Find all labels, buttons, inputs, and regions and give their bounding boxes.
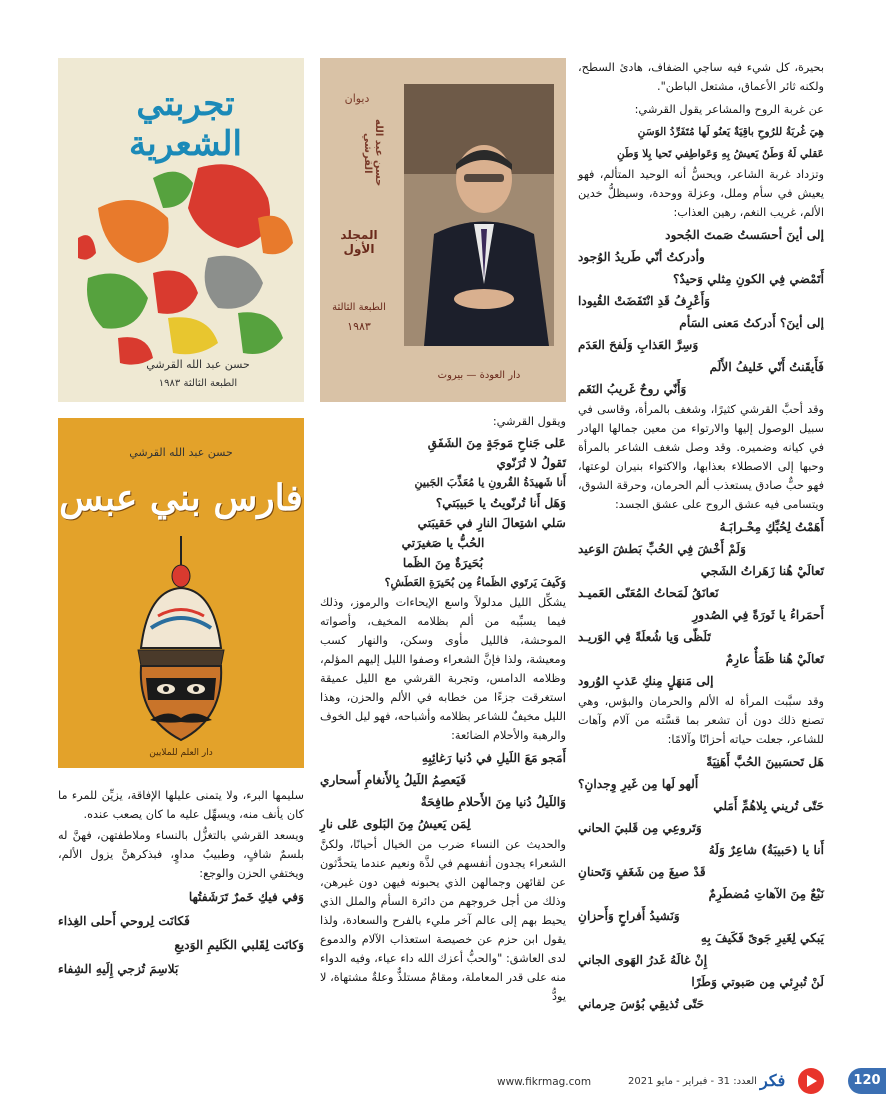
- verse-line: وَلَمْ أَخْشَ فِي الحُبِّ بَطشَ الوَعيد: [578, 542, 746, 556]
- verse-line: إِنْ غالَهُ غَدرُ الهَوى الجاني: [578, 953, 708, 967]
- verse-line: تَعالَيْ هُنا زَهَراتُ الشَجي: [700, 564, 824, 578]
- verse-line: بُحَيرَةٌ مِنَ الظَما: [402, 556, 484, 570]
- website-url[interactable]: www.fikrmag.com: [497, 1076, 592, 1088]
- verse-line: عَلى جَناحِ مَوجَةٍ مِنَ الشَفَقِ: [427, 436, 566, 450]
- cover-edition: الطبعة الثالثة ١٩٨٣: [158, 378, 238, 389]
- verse-line: عَقلي لَهُ وَطَنٌ يَعيشُ بِهِ وَعَواطِفي تَحيا بِلا وَطَنِ: [617, 148, 824, 160]
- paragraph: سليمها البرء، ولا يتمنى عليلها الإفاقة، يزيِّن للمرء ما كان يأنف منه، ويسهِّل عليه ما كان يصعب عنده.: [58, 789, 304, 821]
- verse-line: فَكانَت لِروحي أَحلى الغِذاء: [58, 914, 190, 928]
- left-column: [58, 786, 304, 981]
- paragraph: وتزداد غربة الشاعر، ويحسُّ أنه الوحيد المتألم، فهو يعيش في سأم وملل، وعزلة ووحدة، وسيظلُّ خدين الألم، غريب النغم، رهين العذاب:: [578, 168, 824, 219]
- verse-line: أَنا شَهيدَةُ القُرونِ يا مُعَذِّبَ الجَبينِ: [414, 476, 566, 489]
- cover-year: ١٩٨٣: [347, 320, 371, 333]
- portrait-illustration: [404, 84, 554, 346]
- paragraph: والحديث عن النساء ضرب من الخيال أحيانًا، ولكنَّ الشعراء يجدون أنفسهم في لذَّة ونعيم عندما يتحدَّثون عن لقائهن وجمالهن الذي يحبونه فيهن دون غيرهن، وذلك من أجل خروجهم من دائرة السأم والملل الذي يحيط بهم إلى عالم آخر مليء بالفرح والسعادة، ولذا يقول ابن حزم عن خصيصة استعذاب الآلام والدموع لدى العاشق: "والحبُّ أعزك الله داء عياء، وفيه الدواء منه على قدر المعاملة، ومقامٌ مستلذٌّ وعلةٌ مشتهاة، لا يودُّ: [320, 838, 566, 1003]
- cover-author: حسن عبد الله القرشي: [146, 358, 250, 371]
- issue-info: العدد: 31 - فبراير - مايو 2021: [628, 1076, 757, 1087]
- verse-line: وَكَيفَ يَرتَوي الظَماءُ مِن بُحَيرَةِ العَطَشِ؟: [384, 576, 566, 589]
- verse-line: أَمَجو مَعَ اللَيلِ في دُنيا رَغائِبِهِ: [421, 751, 566, 765]
- paragraph: ويسعد القرشي بالتغزُّل بالنساء وملاطفتهن، فهنَّ له بلسمٌ شافٍ، وطبيبٌ مداوٍ، فبذكرهنَّ يزول الألم، ويختفي الحزن والوجع:: [58, 829, 304, 880]
- cover-title: تجربتي الشعرية: [129, 84, 242, 164]
- author-portrait: [404, 84, 554, 346]
- verse-line: وأدركتُ أنّي طَريدُ الوُجود: [578, 250, 705, 264]
- verse-line: هِيَ غُربَةُ للرُوحِ باقِيَةٌ يَعنُو لَها مُتَفَرِّدُ الوَسَنِ: [637, 126, 824, 138]
- verse-line: أَحمَراءُ يا ثَورَةً فِي الصُدورِ: [692, 608, 824, 622]
- magazine-logo-text: فكر: [760, 1071, 786, 1090]
- verse-line: حَتّى تُريني بِلاهُمِّ أَمَلي: [713, 799, 824, 813]
- book-cover-faris: [58, 418, 304, 768]
- verse-line: هَل تَحسَبينَ الحُبَّ أَهَنِيَةً: [706, 755, 824, 769]
- verse-line: نَبْعٌ مِنَ الآهاتِ مُضطَرِمٌ: [708, 887, 824, 901]
- verse-line: وَهَل أَنا تُرنّويتُ يا حَبيبَتي؟: [435, 496, 566, 510]
- paragraph: يشكِّل الليل مدلولاً واسع الإيحاءات والرموز، وذلك فيما يسبِّبه من ألم بظلامه المخيف، وأصواته الموحشة، فالليل مأوى وسكن، والنهار كسب ومعيشة، ولذا فإنَّ الشعراء وصفوا الليل إليهم المؤلم، وظلامه الدامس، وتجربة القرشي مع الليل عميقة استغرقت جزءًا من خطابه في الألم والحزن، وهذا الليل مخيفٌ للشاعر بظلامه وأشباحه، فهو ليل الخوف والرهبة والأحلام الضائعة:: [320, 596, 566, 742]
- verse-line: تَعالَيْ هُنا ظَمَأٌ عارِمٌ: [725, 652, 824, 666]
- paragraph: وقد سبَّبت المرأة له الألم والحرمان والبؤس، وهي تصنع ذلك دون أن تشعر بما قسَّته من آلام وآهات للشاعر، جعلت حياته أحزانًا وآلامًا:: [578, 695, 824, 746]
- page-footer: [0, 1068, 886, 1098]
- verse-line: وَفي فيكِ خَمرٌ تَرَشَفتُها: [188, 890, 304, 904]
- cover-volume: المجلد الأول: [340, 228, 378, 256]
- paragraph: بحيرة، كل شيء فيه ساجي الضفاف، هادئ السطح، ولكنه ثائر الأعماق، مشتعل الباطن".: [578, 61, 824, 93]
- cover-edition: الطبعة الثالثة: [332, 302, 386, 313]
- verse-line: قَدْ صيغَ مِن شَغَفٍ وَتَحنانِ: [578, 865, 706, 879]
- verse-line: نَعانَقُ لَمَحاتُ المُعَنّى العَميـد: [578, 586, 719, 600]
- verse-line: وَتَروعِي مِن قَلبيَ الحاني: [578, 821, 702, 835]
- verse-line: فَيَعصِمُ اللَيلُ بِالأَنغامِ أَسحاري: [320, 773, 467, 787]
- verse-line: وَنَشيدُ أَفراحٍ وَأَحزانِ: [578, 909, 680, 923]
- verse-line: سَلي اشتِعالَ النارِ في حَقيبَتي: [417, 516, 566, 530]
- verse-line: تَلَظّى وَيا شُعلَةً فِي الوَريـد: [578, 630, 711, 644]
- cover-label-top: ديوان: [344, 92, 370, 105]
- verse-line: بَلاسِمَ تُزجي إِلَيهِ الشِفاء: [58, 962, 179, 976]
- verse-line: تَقولُ لا تُرَنّوي: [496, 456, 566, 470]
- right-column: [578, 58, 824, 1015]
- verse-line: أَنا يا (حَبيبَةُ) شاعِرٌ وَلَهُ: [708, 843, 824, 857]
- verse-line: وَأَعْرِفُ قَدِ انْتَفَضَتْ القُيودا: [578, 294, 711, 308]
- verse-line: وَسِرَّ العَذابِ وَلَفحَ العَدَم: [578, 338, 699, 352]
- book-cover-diwan: [320, 58, 566, 402]
- verse-line: وَكانَت لِقَلبي الكَليمِ الوَديعِ: [174, 938, 304, 952]
- verse-line: أَلهو لَها مِن غَيرِ وِجدانِ؟: [578, 777, 699, 791]
- book-cover-tajrubati: [58, 58, 304, 402]
- cover-publisher: دار العلم للملايين: [149, 748, 213, 758]
- verse-line: يَبكي لِغَيرِ جَوىً فَكَيفَ بِهِ: [700, 931, 824, 945]
- verse-line: وَاللَيلُ دُنيا مِنَ الأَحلامِ طافِحَةٌ: [420, 795, 566, 809]
- verse-line: حَتّى تُذيقِي بُؤسَ حِرماني: [578, 997, 705, 1011]
- play-logo-icon: [798, 1068, 824, 1094]
- verse-line: أَهَمْتُ لِحُبِّكِ مِحْـرابَـهُ: [719, 520, 824, 534]
- verse-line: لَنْ تُبرِئي مِن صَبوتي وَطَرًا: [691, 975, 824, 989]
- middle-column: [320, 412, 566, 1008]
- verse-line: لِمَن يَعيشُ مِنَ البَلوى عَلى نارِ: [320, 817, 471, 831]
- verse-line: إلى مَنهَلٍ مِنكِ عَذبِ الوُرود: [578, 674, 714, 688]
- verse-line: وَأَنّي روحٌ غَريبُ النَغَم: [578, 382, 687, 396]
- verse-line: أَتَمْضي فِي الكونِ مِثلي وَحيدٌ؟: [673, 272, 824, 286]
- warrior-illustration: [58, 528, 304, 758]
- verse-line: الحُبُّ يا صَغيرَتي: [401, 536, 485, 550]
- verse-line: إلى أينَ أحسَستُ صَمتَ الجُحود: [665, 228, 824, 242]
- cover-publisher: دار العودة — بيروت: [437, 370, 521, 381]
- cover-title: فارس بني عبس: [59, 477, 303, 519]
- page-number: 120: [848, 1068, 886, 1094]
- paragraph: ويقول القرشي:: [492, 415, 566, 428]
- verse-line: فَأَيقَنتُ أَنّي خَليفُ الأَلَم: [709, 360, 824, 374]
- cover-author: حسن عبد الله القرشي: [129, 446, 233, 459]
- verse-line: إلى أينَ؟ أَدركتُ مَعنى السَأم: [679, 316, 824, 330]
- paragraph: وقد أحبَّ القرشي كثيرًا، وشغف بالمرأة، وقاسى في سبيل الوصول إليها والارتواء من معين جمالها الهادر في كيانه وضميره. وقد وصل شغف الشاعر بالمرأة وحبها إلى الاصطلاء بعذابها، والاكتواء بنيران لوعتها، فهو حبٌّ صادق يستعذب ألم الحرمان، وحرقة الشوق، ويتسامى فيه عشق الروح على عشق الجسد:: [578, 403, 824, 511]
- cover-author: حسن عبد الله القرشي: [362, 119, 384, 187]
- paragraph: عن غربة الروح والمشاعر يقول القرشي:: [634, 103, 824, 116]
